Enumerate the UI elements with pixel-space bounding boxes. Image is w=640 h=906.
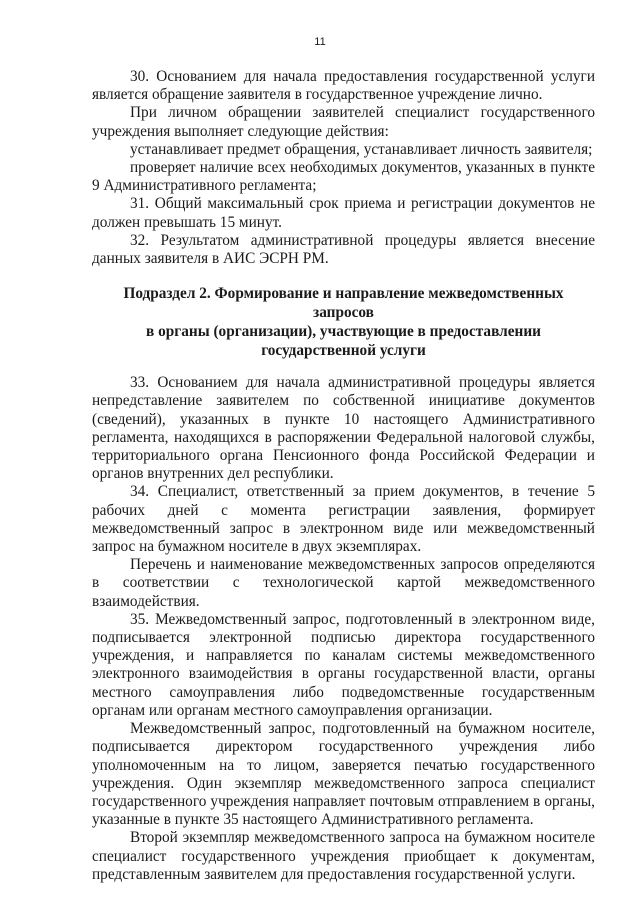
paragraph-list-of-requests: Перечень и наименование межведомственных запросов определяются в соответствии с технологической картой межведомственного взаимодействия. [92,556,595,610]
paragraph-35: 35. Межведомственный запрос, подготовленный в электронном виде, подписывается электронной подписью директора государственного учреждения, и направляется по каналам системы межведомственного электронного взаимодействия в органы государственной власти, органы местного самоуправления либо подведомственные государственным органам или органам местного самоуправления организации. [92,610,595,719]
paragraph-31: 31. Общий максимальный срок приема и регистрации документов не должен превышать 15 минут. [92,195,595,231]
document-body [92,68,595,884]
paragraph-second-copy: Второй экземпляр межведомственного запроса на бумажном носителе специалист государственного учреждения приобщает к документам, представленным заявителем для предоставления государственной услуги. [92,829,595,883]
paragraph-34: 34. Специалист, ответственный за прием документов, в течение 5 рабочих дней с момента регистрации заявления, формирует межведомственный запрос в электронном виде или межведомственный запрос на бумажном носителе в двух экземплярах. [92,483,595,556]
paragraph-personal-appeal: При личном обращении заявителей специалист государственного учреждения выполняет следующие действия: [92,104,595,140]
paragraph-paper-request: Межведомственный запрос, подготовленный на бумажном носителе, подписывается директором государственного учреждения либо уполномоченным на то лицом, заверяется печатью государственного учреждения. Один экземпляр межведомственного запроса специалист государственного учреждения направляет почтовым отправлением в органы, указанные в пункте 35 настоящего Административного регламента. [92,720,595,829]
paragraph-32: 32. Результатом административной процедуры является внесение данных заявителя в АИС ЭСРН РМ. [92,231,595,268]
subsection-heading [92,284,595,360]
paragraph-30: 30. Основанием для начала предоставления государственной услуги является обращение заявителя в государственное учреждение лично. [92,68,595,104]
page-number: 11 [314,36,326,48]
paragraph-action-check: проверяет наличие всех необходимых документов, указанных в пункте 9 Административного регламента; [92,159,595,195]
subsection-heading-line-1: Подраздел 2. Формирование и направление межведомственных запросов [123,285,564,322]
subsection-heading-line-2: в органы (организации), участвующие в предоставлении [146,323,541,341]
paragraph-action-establish: устанавливает предмет обращения, устанавливает личность заявителя; [130,140,593,158]
paragraph-33: 33. Основанием для начала административной процедуры является непредставление заявителем по собственной инициативе документов (сведений), указанных в пункте 10 настоящего Административного регламента, находящихся в распоряжении Федеральной налоговой службы, территориального органа Пенсионного фонда Российской Федерации и органов внутренних дел республики. [92,374,595,483]
subsection-heading-line-3: государственной услуги [261,342,426,360]
